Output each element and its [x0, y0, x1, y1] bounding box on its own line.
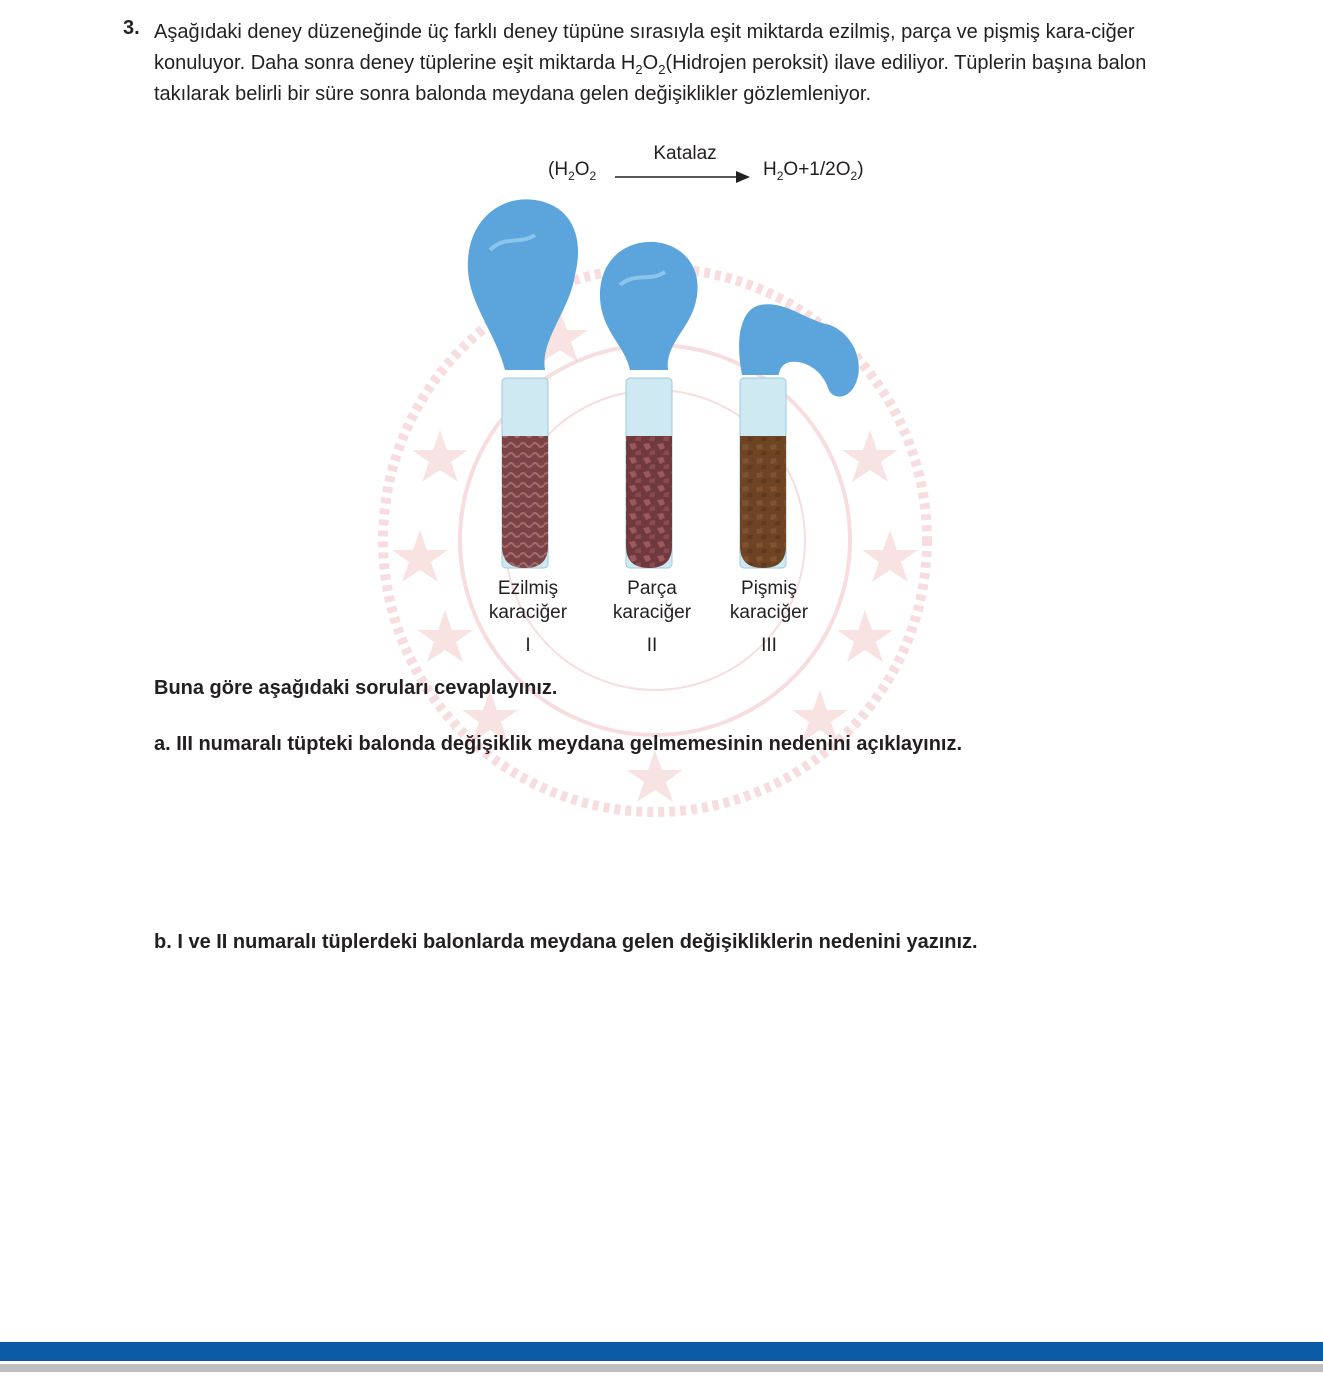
question-text: Aşağıdaki deney düzeneğinde üç farklı deney tüpüne sırasıyla eşit miktarda ezilmiş, parça ve pişmiş kara-ciğer konuluyor. Daha sonra deney tüplerine eşit miktarda $H_2O_2(Hidrojen$ peroksit) ilave ediliyor. Tüplerin başına balon takılarak belirli bir süre sonra balonda meydana gelen değişiklikler gözlemleniyor. [154, 21, 1147, 105]
tube-3-label: Pişmiş karaciğer III [699, 577, 839, 658]
liver-parca [626, 436, 672, 568]
reaction-equation [530, 135, 890, 190]
tube-2-label: Parça karaciğer II [582, 577, 722, 658]
instruction-text: Buna göre aşağıdaki soruları cevaplayınız. [154, 677, 558, 699]
balloon-inflated-1 [468, 199, 578, 370]
footer-bar [0, 1342, 1323, 1361]
tube-1-numeral: I [525, 635, 531, 656]
tube-3 [739, 304, 859, 568]
tube-2-numeral: II [646, 635, 658, 656]
tube-1 [468, 199, 578, 568]
test-tubes-illustration [460, 190, 880, 580]
reactant-formula: ($H_2O_2$ [548, 159, 597, 183]
liver-pismis [740, 436, 786, 568]
product-formula: $H_2O+1/2O_2$) [763, 159, 864, 183]
question-a: a. III numaralı tüpteki balonda değişiklik meydana gelmemesinin nedenini açıklayınız. [154, 733, 963, 755]
balloon-inflated-2 [600, 242, 698, 370]
tube-1-label: Ezilmiş karaciğer I [458, 577, 598, 658]
tube-3-numeral: III [761, 635, 777, 656]
liver-ezilmis [502, 436, 548, 568]
enzyme-label: Katalaz [653, 143, 717, 164]
arrow-head [736, 171, 750, 183]
tube-2 [600, 242, 698, 568]
question-b: b. I ve II numaralı tüplerdeki balonlarda meydana gelen değişikliklerin nedenini yazınız. [154, 931, 978, 953]
footer-line [0, 1364, 1323, 1372]
question-number: 3. [123, 17, 140, 39]
